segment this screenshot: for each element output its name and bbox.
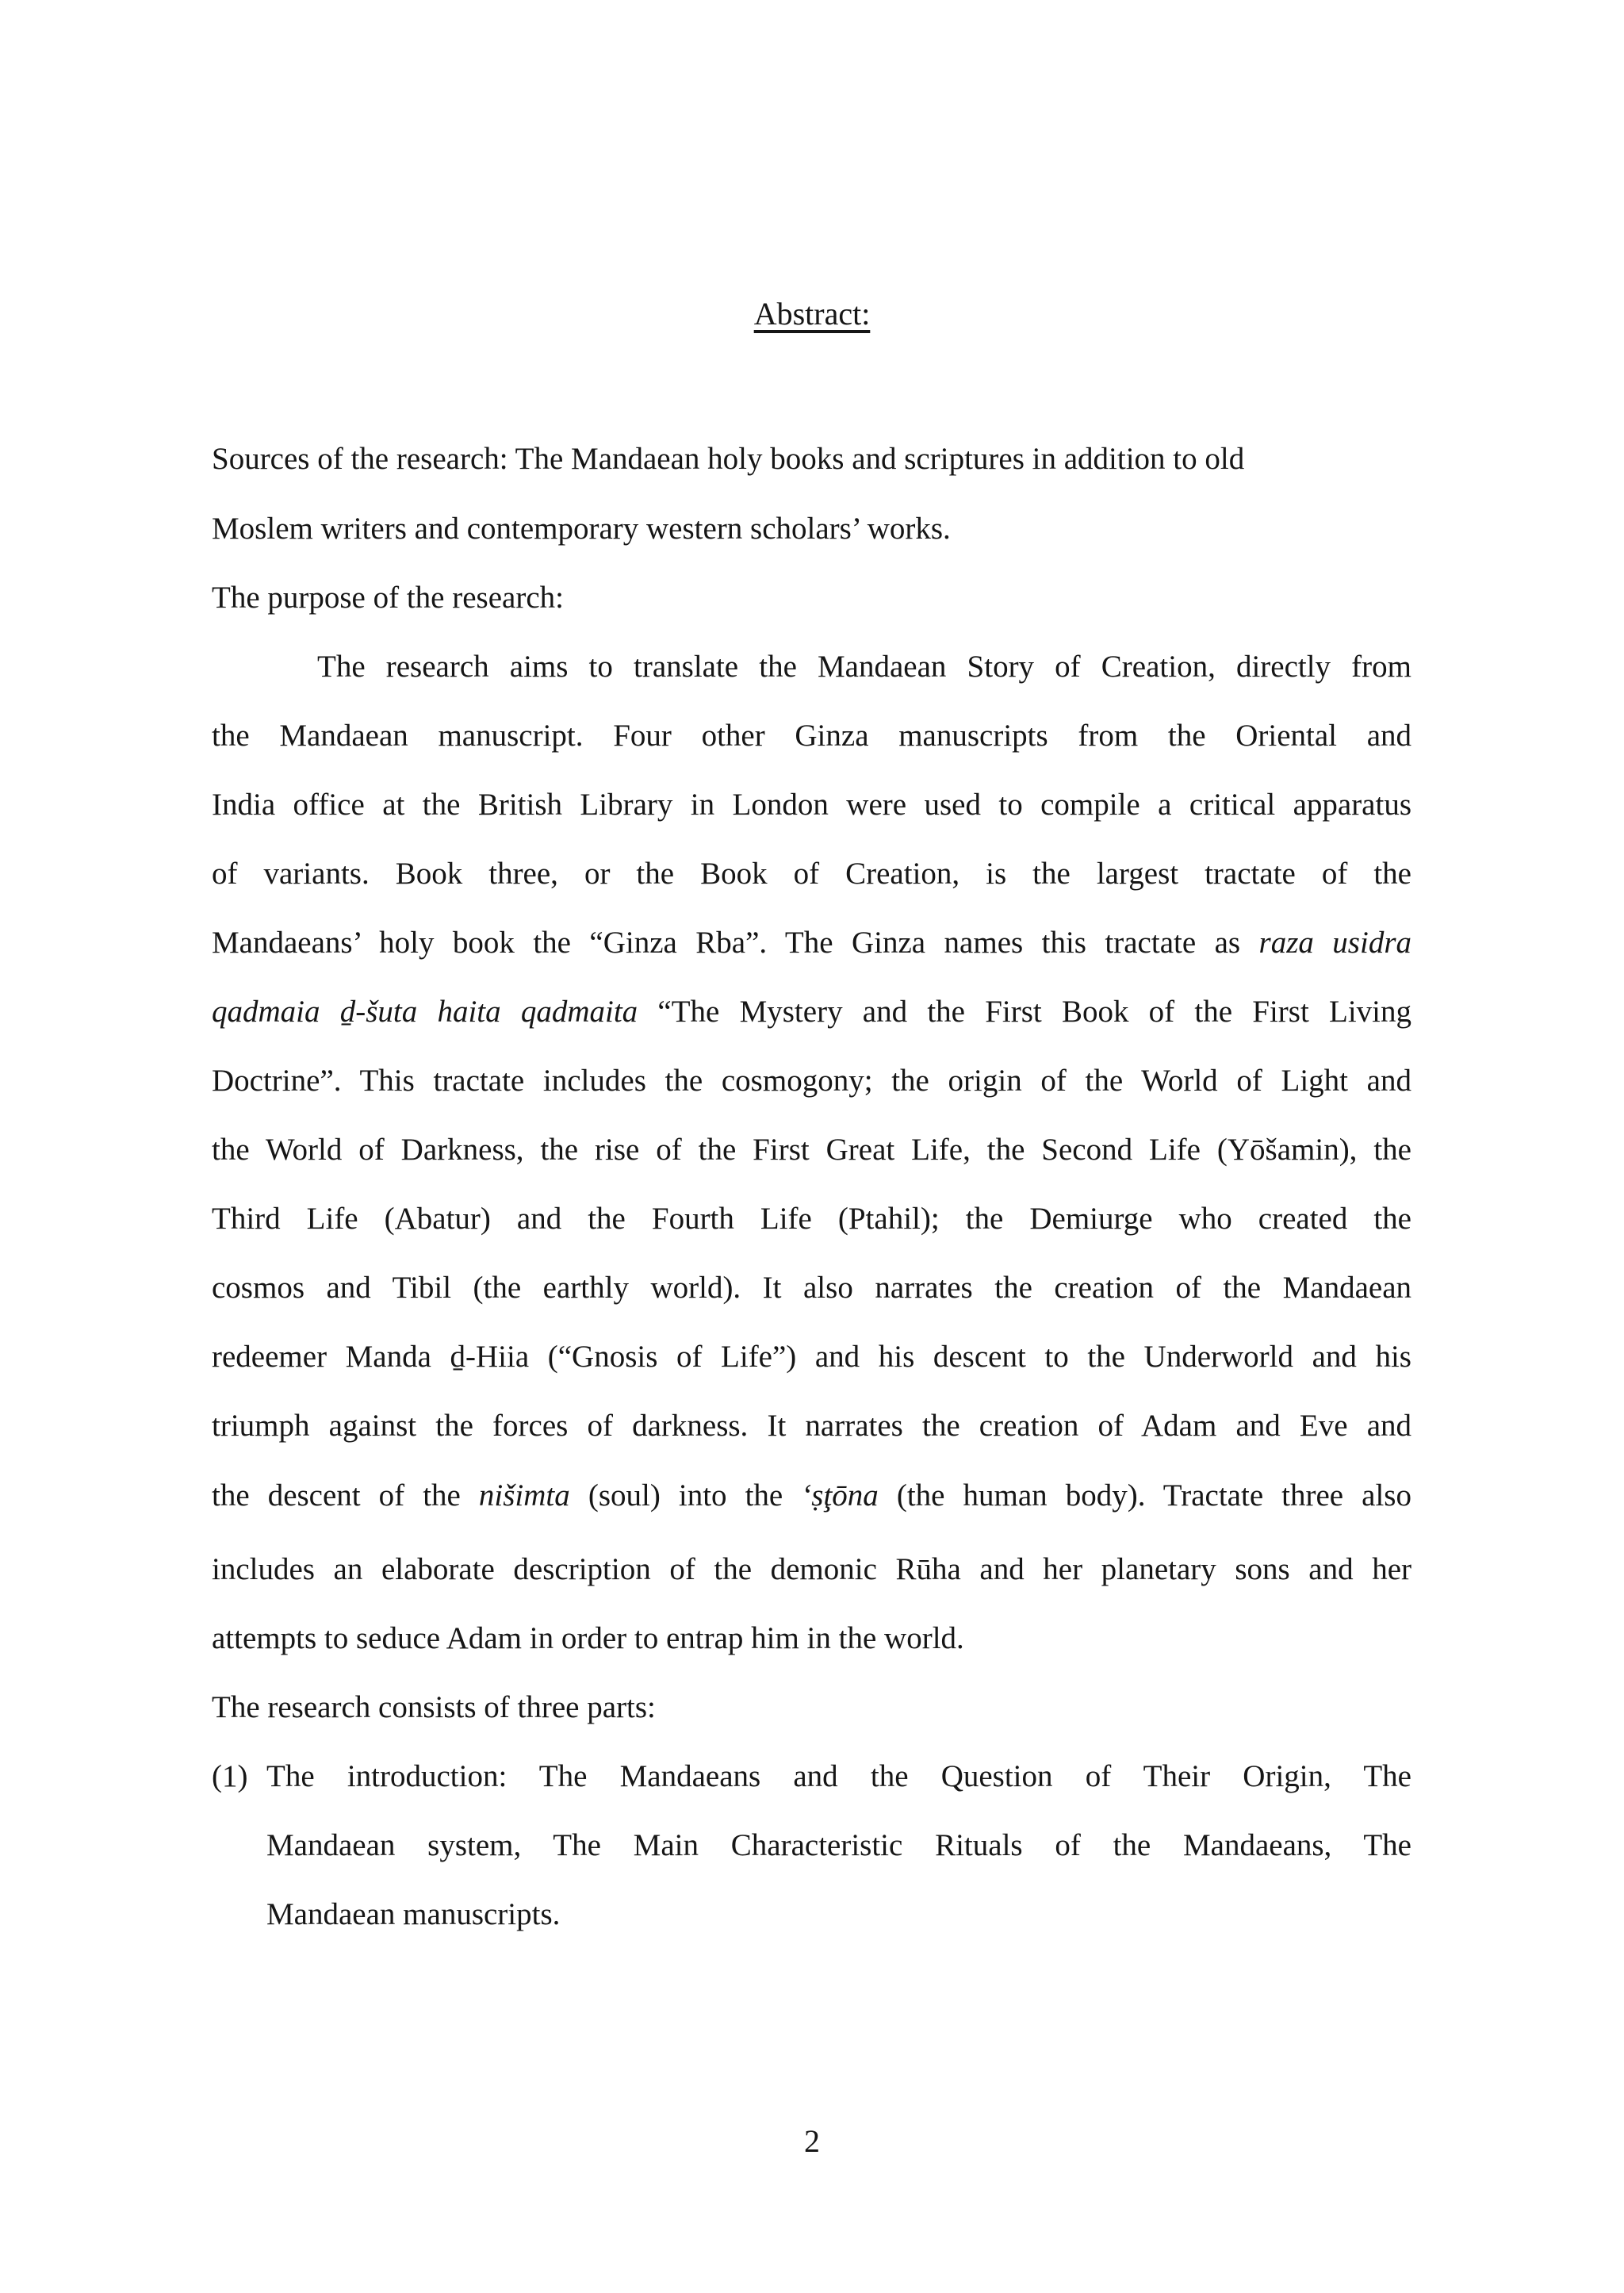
purpose-line-15: attempts to seduce Adam in order to entrap him in the world. [212,1621,964,1655]
purpose-line-13-text-b: (soul) into the [569,1478,802,1513]
term-nisimta: nišimta [478,1478,570,1513]
purpose-line-8: the World of Darkness, the rise of the First Great Life, the Second Life (Yōšamin), the [212,1133,1411,1167]
tractate-name-italic: raza usidra [1258,926,1412,960]
purpose-line-3: India office at the British Library in London were used to compile a critical apparatus [212,788,1411,822]
purpose-line-14: includes an elaborate description of the demonic Rūha and her planetary sons and her [212,1552,1411,1586]
sources-line-1: Sources of the research: The Mandaean holy books and scriptures in addition to old [212,442,1245,476]
abstract-heading: Abstract: [753,296,871,332]
list-item-1-line-3: Mandaean manuscripts. [266,1897,561,1931]
purpose-label: The purpose of the research: [212,581,564,615]
purpose-line-13 [212,1477,1411,1515]
page-number: 2 [804,2123,820,2159]
purpose-line-12: triumph against the forces of darkness. It narrates the creation of Adam and Eve and [212,1409,1411,1443]
list-item-number: (1) [212,1759,248,1793]
tractate-name-italic-cont: qadmaia ḏ-šuta haita qadmaita [212,995,638,1029]
parts-label: The research consists of three parts: [212,1690,656,1724]
purpose-line-5 [212,924,1411,962]
purpose-line-13-text-c: (the human body). Tractate three also [878,1478,1411,1513]
purpose-line-9: Third Life (Abatur) and the Fourth Life (Ptahil); the Demiurge who created the [212,1202,1411,1236]
term-stona: ‘ṣţōna [801,1478,879,1513]
purpose-line-10: cosmos and Tibil (the earthly world). It also narrates the creation of the Mandaean [212,1271,1411,1305]
purpose-line-1: The research aims to translate the Mandaean Story of Creation, directly from [317,650,1411,684]
list-item-1-line-1: The introduction: The Mandaeans and the Question of Their Origin, The [266,1759,1411,1793]
purpose-line-13-text-a: the descent of the [212,1478,479,1513]
purpose-line-2: the Mandaean manuscript. Four other Ginza manuscripts from the Oriental and [212,719,1411,753]
purpose-line-5-text: Mandaeans’ holy book the “Ginza Rba”. The Ginza names this tractate as [212,926,1259,960]
sources-line-2: Moslem writers and contemporary western scholars’ works. [212,512,951,546]
purpose-line-11: redeemer Manda ḏ-Hiia (“Gnosis of Life”) and his descent to the Underworld and his [212,1340,1411,1374]
purpose-line-6-text: “The Mystery and the First Book of the First Living [638,995,1411,1029]
purpose-line-7: Doctrine”. This tractate includes the cosmogony; the origin of the World of Light and [212,1064,1411,1098]
purpose-line-4: of variants. Book three, or the Book of Creation, is the largest tractate of the [212,857,1411,891]
purpose-line-6 [212,993,1411,1031]
list-item-1-line-2: Mandaean system, The Main Characteristic Rituals of the Mandaeans, The [266,1828,1411,1862]
